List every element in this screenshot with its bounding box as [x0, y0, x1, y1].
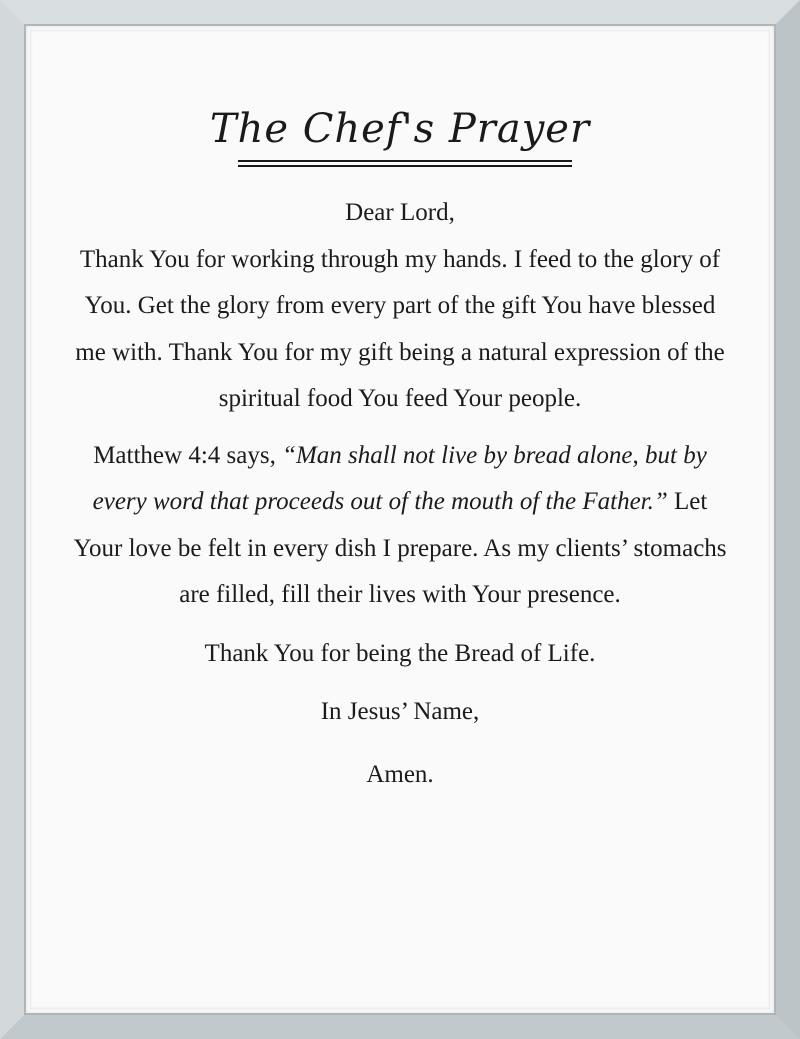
title-underline: [238, 160, 572, 162]
paragraph-2-intro: Matthew 4:4 says,: [93, 441, 283, 469]
title-underline-second: [238, 165, 572, 167]
greeting: Dear Lord,: [345, 199, 455, 226]
paragraph-2: [70, 433, 730, 619]
prayer-body: [70, 190, 730, 798]
scripture-quote: “Man shall not live by bread alone, but by every word that proceeds out of the mouth of the Father.”: [92, 441, 707, 515]
amen-line: Amen.: [366, 760, 434, 788]
closing-line: In Jesus’ Name,: [320, 698, 480, 725]
paragraph-1: Thank You for working through my hands. I feed to the glory of You. Get the glory from every part of the gift You have blessed me with. Thank You for my gift being a natural expression of the spiritual food You feed Your people.: [75, 245, 725, 412]
paper: [30, 30, 770, 1009]
paragraph-2-rest: Let Your love be felt in every dish I prepare. As my clients’ stomachs are filled, fill their lives with Your presence.: [73, 488, 727, 608]
page-title: The Chef's Prayer: [209, 106, 591, 152]
thanks-line: Thank You for being the Bread of Life.: [204, 639, 596, 667]
